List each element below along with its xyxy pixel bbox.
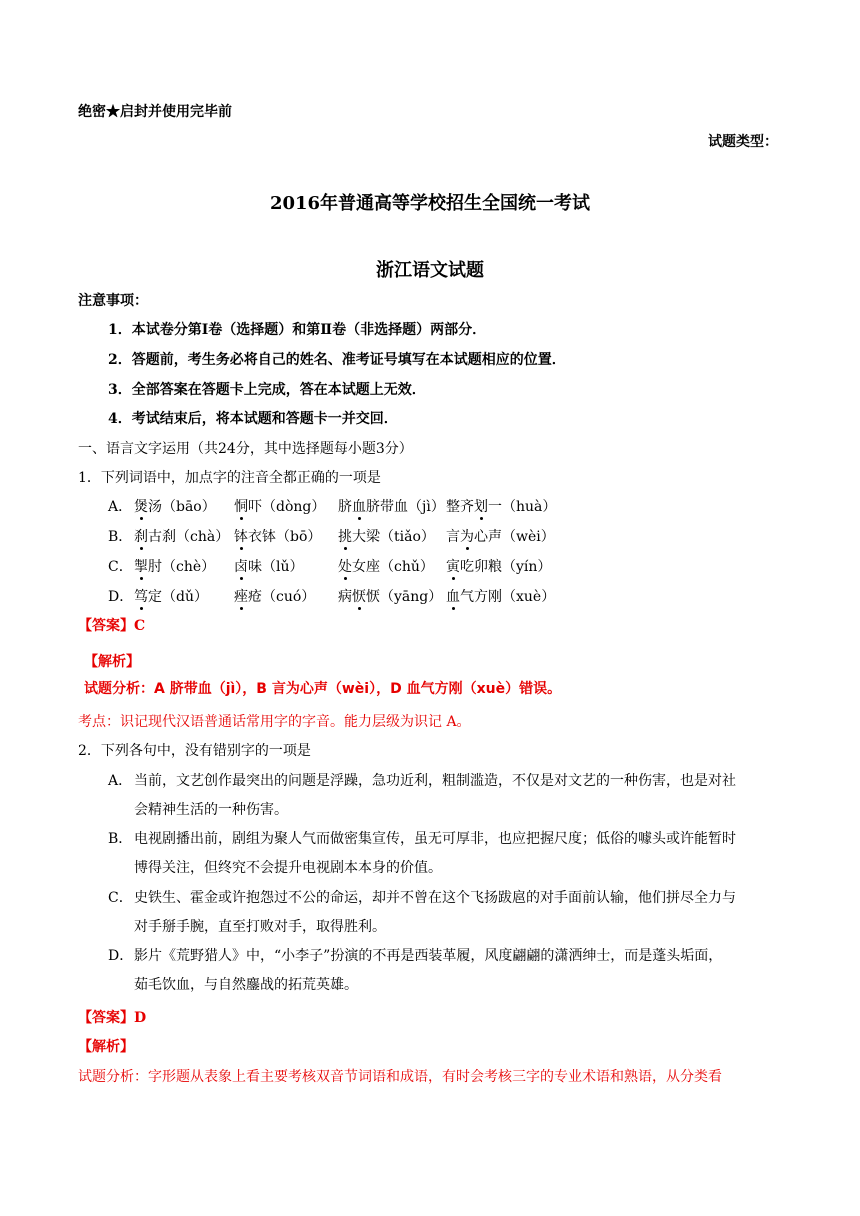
option-text: 史铁生、霍金或许抱怨过不公的命运，却并不曾在这个飞扬跋扈的对手面前认输，他们拼尽全力与 <box>134 890 736 906</box>
option-label: C． <box>108 559 133 575</box>
confidential-label: 绝密★启封并使用完毕前 <box>78 104 232 120</box>
answer-line <box>78 1008 146 1028</box>
answer-value: C <box>134 618 146 634</box>
emphasized-char: 寅 <box>446 559 460 575</box>
emphasized-char: 挑 <box>338 529 352 545</box>
option-word: 刹古刹（chà） <box>134 529 230 545</box>
option-label: A． <box>108 499 133 515</box>
answer-line <box>78 616 145 636</box>
question-stem: 2．下列各句中，没有错别字的一项是 <box>78 743 311 759</box>
note-item: 3．全部答案在答题卡上完成，答在本试题上无效． <box>108 382 426 398</box>
option-text: 会精神生活的一种伤害。 <box>134 802 288 818</box>
exam-subtitle: 浙江语文试题 <box>376 260 484 281</box>
emphasized-char: 血 <box>352 499 366 515</box>
option-word: 血气方刚（xuè） <box>446 589 556 605</box>
option-word: 钵衣钵（bō） <box>234 529 322 545</box>
emphasized-char: 血 <box>446 589 460 605</box>
question-type-label: 试题类型： <box>708 134 778 150</box>
analysis-label: 【解析】 <box>84 654 140 670</box>
emphasized-char: 恹 <box>352 589 366 605</box>
option-label: D． <box>108 589 134 605</box>
answer-label: 【答案】 <box>78 618 134 634</box>
emphasized-char: 刹 <box>134 529 148 545</box>
option-text: 影片《荒野猎人》中，“小李子”扮演的不再是西装革履，风度翩翩的潇洒绅士，而是蓬头垢面， <box>134 948 723 964</box>
section-heading: 一、语言文字运用（共24分，其中选择题每小题3分） <box>78 441 413 457</box>
emphasized-char: 煲 <box>134 499 148 515</box>
knowledge-point: 考点：识记现代汉语普通话常用字的字音。能力层级为识记 A。 <box>78 714 471 730</box>
analysis-label: 【解析】 <box>78 1039 134 1055</box>
option-word: 恫吓（dòng） <box>234 499 326 515</box>
note-item: 1．本试卷分第Ⅰ卷（选择题）和第Ⅱ卷（非选择题）两部分． <box>108 322 487 338</box>
option-word: 脐血脐带血（jì） <box>338 499 445 515</box>
option-word: 整齐划一（huà） <box>446 499 557 515</box>
option-word: 卤味（lǔ） <box>234 559 304 575</box>
emphasized-char: 处 <box>338 559 352 575</box>
emphasized-char: 钵 <box>234 529 248 545</box>
option-label: C． <box>108 890 133 906</box>
option-label: B． <box>108 529 133 545</box>
emphasized-char: 划 <box>474 499 488 515</box>
analysis-text: 试题分析：字形题从表象上看主要考核双音节词语和成语，有时会考核三字的专业术语和熟语，从分类看 <box>78 1069 722 1085</box>
option-text: 茹毛饮血，与自然鏖战的拓荒英雄。 <box>134 977 358 993</box>
note-item: 4．考试结束后，将本试题和答题卡一并交回． <box>108 411 398 427</box>
note-item: 2．答题前，考生务必将自己的姓名、准考证号填写在本试题相应的位置． <box>108 352 566 368</box>
option-label: B． <box>108 831 133 847</box>
option-text: 对手掰手腕，直至打败对手，取得胜利。 <box>134 919 386 935</box>
option-word: 掣肘（chè） <box>134 559 216 575</box>
answer-value: D <box>134 1010 147 1026</box>
exam-title: 2016年普通高等学校招生全国统一考试 <box>269 193 591 214</box>
option-word: 挑大梁（tiǎo） <box>338 529 435 545</box>
option-text: 当前，文艺创作最突出的问题是浮躁，急功近利，粗制滥造，不仅是对文艺的一种伤害，也是对社 <box>134 773 736 789</box>
question-stem: 1．下列词语中，加点字的注音全都正确的一项是 <box>78 470 381 486</box>
option-word: 笃定（dǔ） <box>134 589 208 605</box>
option-word: 处女座（chǔ） <box>338 559 434 575</box>
emphasized-char: 恫 <box>234 499 248 515</box>
emphasized-char: 笃 <box>134 589 148 605</box>
analysis-text: 试题分析：A 脐带血（jì），B 言为心声（wèi），D 血气方刚（xuè）错误。 <box>84 681 562 697</box>
emphasized-char: 卤 <box>234 559 248 575</box>
answer-label: 【答案】 <box>78 1010 134 1026</box>
option-text: 博得关注，但终究不会提升电视剧本本身的价值。 <box>134 860 442 876</box>
option-word: 寅吃卯粮（yín） <box>446 559 552 575</box>
emphasized-char: 痤 <box>234 589 248 605</box>
option-label: A． <box>108 773 133 789</box>
option-word: 痤疮（cuó） <box>234 589 316 605</box>
option-text: 电视剧播出前，剧组为聚人气而做密集宣传，虽无可厚非，也应把握尺度；低俗的噱头或许能暂时 <box>134 831 736 847</box>
option-word: 病恹恹（yāng） <box>338 589 443 605</box>
option-label: D． <box>108 948 134 964</box>
option-word: 言为心声（wèi） <box>446 529 555 545</box>
emphasized-char: 掣 <box>134 559 148 575</box>
notes-heading: 注意事项： <box>78 293 148 309</box>
option-word: 煲汤（bāo） <box>134 499 216 515</box>
emphasized-char: 为 <box>460 529 474 545</box>
